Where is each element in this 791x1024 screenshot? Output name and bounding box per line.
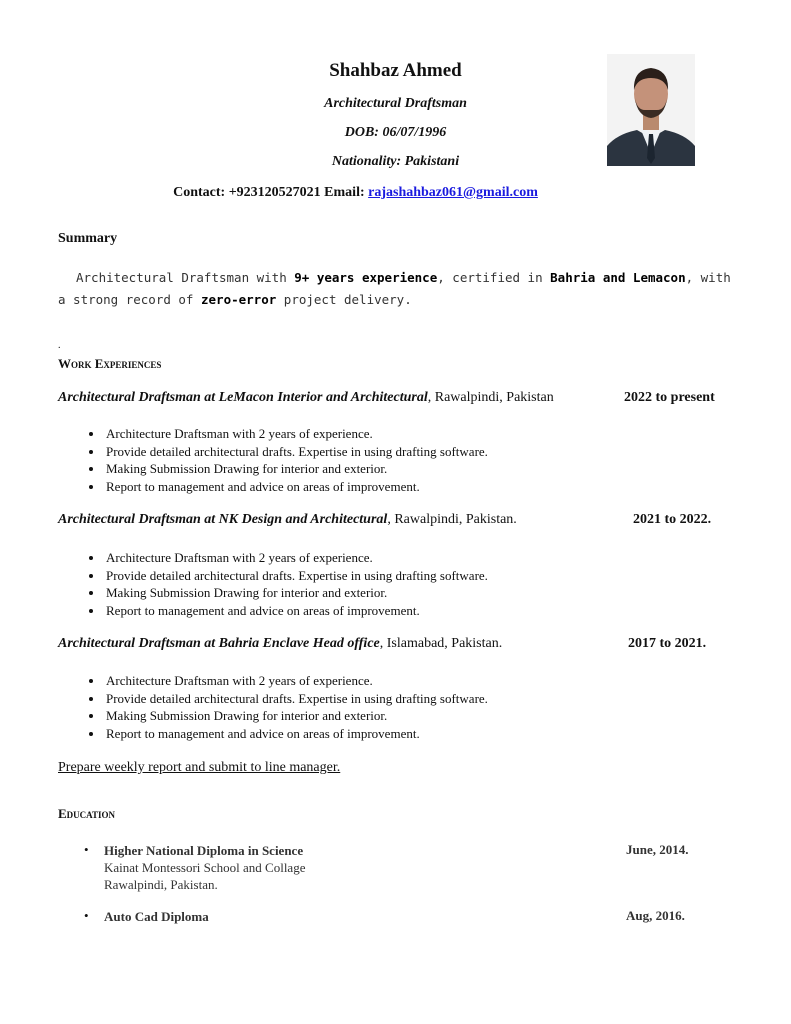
list-item: • Making Submission Drawing for interior and exterior. xyxy=(104,707,488,725)
job-2-date: 2021 to 2022. xyxy=(633,512,712,527)
degree-title: Auto Cad Diploma xyxy=(104,909,209,924)
job-1-date: 2022 to present xyxy=(624,390,715,405)
work-heading: Work Experiences xyxy=(58,356,162,371)
summary-text: Architectural Draftsman with 9+ years experience, certified in Bahria and Lemacon, with a strong record of zero-error project delivery. xyxy=(58,270,731,307)
list-item: • Making Submission Drawing for interior and exterior. xyxy=(104,584,488,602)
education-item-1-date: June, 2014. xyxy=(626,842,689,857)
list-item: • Architecture Draftsman with 2 years of experience. xyxy=(104,425,488,443)
job-1-bullets xyxy=(58,425,488,495)
school-name: Kainat Montessori School and Collage xyxy=(104,860,306,875)
job-3-bullets xyxy=(58,672,488,742)
list-item: • Provide detailed architectural drafts. Expertise in using drafting software. xyxy=(104,690,488,708)
bullet: • xyxy=(84,908,89,923)
resume-name: Shahbaz Ahmed xyxy=(329,60,462,81)
person-portrait-icon xyxy=(607,54,695,166)
school-place: Rawalpindi, Pakistan. xyxy=(104,877,218,892)
date-of-birth: DOB: 06/07/1996 xyxy=(344,125,447,140)
contact-line xyxy=(0,185,751,201)
list-item: • Provide detailed architectural drafts. Expertise in using drafting software. xyxy=(104,567,488,585)
profile-photo xyxy=(607,54,695,166)
list-item: • Architecture Draftsman with 2 years of experience. xyxy=(104,672,488,690)
bullet: • xyxy=(84,842,89,857)
job-title: Architectural Draftsman xyxy=(324,96,467,111)
stray-dot: . xyxy=(58,340,61,351)
list-item: • Architecture Draftsman with 2 years of experience. xyxy=(104,549,488,567)
contact-phone: Contact: +923120527021 Email: xyxy=(173,185,369,200)
job-2-bullets xyxy=(58,549,488,619)
education-item-1 xyxy=(104,842,305,893)
email-link[interactable]: rajashahbaz061@gmail.com xyxy=(368,185,538,200)
degree-title: Higher National Diploma in Science xyxy=(104,843,304,858)
list-item: • Provide detailed architectural drafts. Expertise in using drafting software. xyxy=(104,443,488,461)
weekly-report-note: Prepare weekly report and submit to line manager. xyxy=(58,760,341,775)
job-1-title: Architectural Draftsman at LeMacon Interior and Architectural, Rawalpindi, Pakistan xyxy=(58,390,554,405)
education-item-2-date: Aug, 2016. xyxy=(626,908,685,923)
nationality: Nationality: Pakistani xyxy=(331,154,460,169)
list-item: • Report to management and advice on areas of improvement. xyxy=(104,478,488,496)
list-item: • Report to management and advice on areas of improvement. xyxy=(104,602,488,620)
summary-heading: Summary xyxy=(58,231,118,246)
list-item: • Report to management and advice on areas of improvement. xyxy=(104,725,488,743)
job-2-title: Architectural Draftsman at NK Design and Architectural, Rawalpindi, Pakistan. xyxy=(58,512,517,527)
education-item-2 xyxy=(104,908,209,925)
job-3-date: 2017 to 2021. xyxy=(628,636,707,651)
education-heading: Education xyxy=(58,806,116,821)
list-item: • Making Submission Drawing for interior and exterior. xyxy=(104,460,488,478)
job-3-title: Architectural Draftsman at Bahria Enclave Head office, Islamabad, Pakistan. xyxy=(58,636,503,651)
